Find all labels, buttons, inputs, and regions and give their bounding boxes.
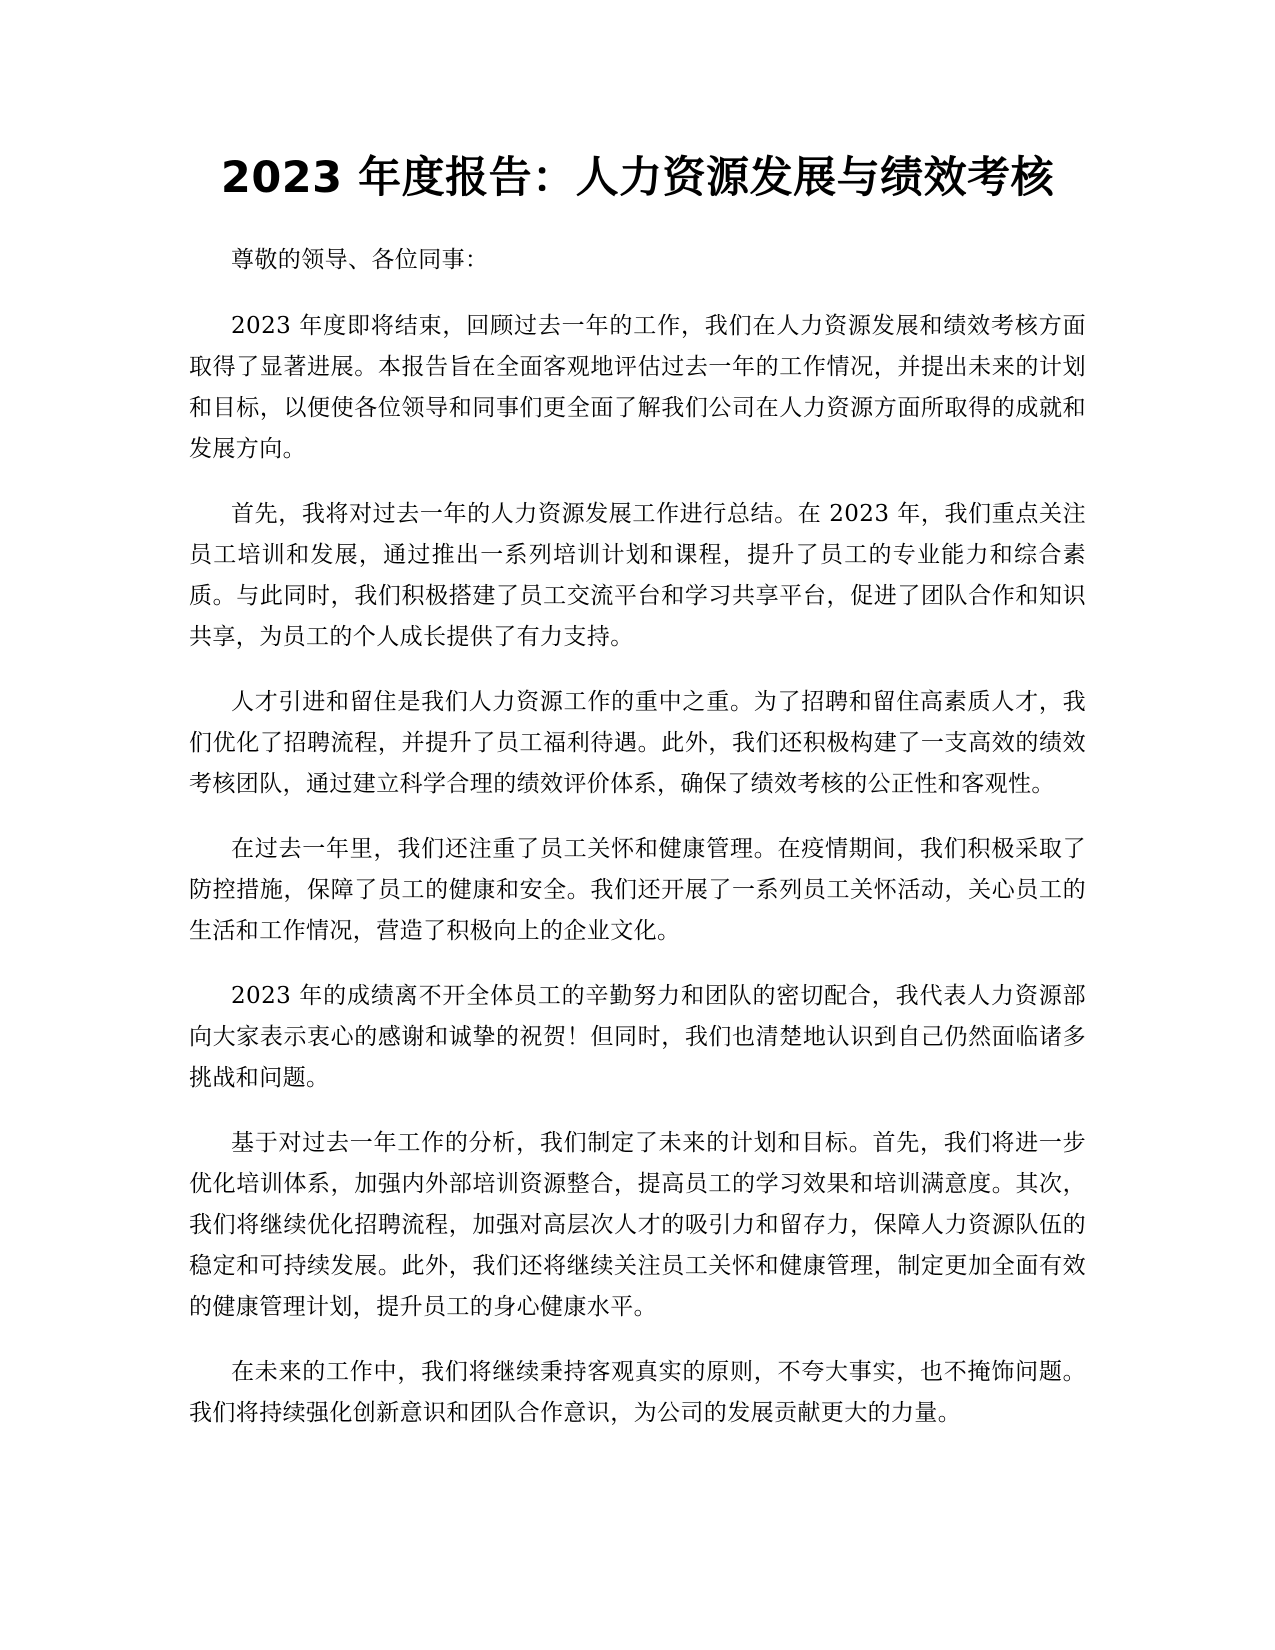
body-paragraph: 首先，我将对过去一年的人力资源发展工作进行总结。在 2023 年，我们重点关注员工培训和发展，通过推出一系列培训计划和课程，提升了员工的专业能力和综合素质。与此同时，我们积极搭建了员工交流平台和学习共享平台，促进了团队合作和知识共享，为员工的个人成长提供了有力支持。 — [189, 501, 1086, 650]
body-paragraph: 人才引进和留住是我们人力资源工作的重中之重。为了招聘和留住高素质人才，我们优化了招聘流程，并提升了员工福利待遇。此外，我们还积极构建了一支高效的绩效考核团队，通过建立科学合理的绩效评价体系，确保了绩效考核的公正性和客观性。 — [189, 689, 1086, 797]
body-paragraph: 基于对过去一年工作的分析，我们制定了未来的计划和目标。首先，我们将进一步优化培训体系，加强内外部培训资源整合，提高员工的学习效果和培训满意度。其次，我们将继续优化招聘流程，加强对高层次人才的吸引力和留存力，保障人力资源队伍的稳定和可持续发展。此外，我们还将继续关注员工关怀和健康管理，制定更加全面有效的健康管理计划，提升员工的身心健康水平。 — [189, 1130, 1086, 1320]
document-body — [189, 240, 1086, 1458]
body-paragraph: 2023 年的成绩离不开全体员工的辛勤努力和团队的密切配合，我代表人力资源部向大家表示衷心的感谢和诚挚的祝贺！但同时，我们也清楚地认识到自己仍然面临诸多挑战和问题。 — [189, 983, 1086, 1091]
body-paragraph: 2023 年度即将结束，回顾过去一年的工作，我们在人力资源发展和绩效考核方面取得了显著进展。本报告旨在全面客观地评估过去一年的工作情况，并提出未来的计划和目标，以便使各位领导和同事们更全面了解我们公司在人力资源方面所取得的成就和发展方向。 — [189, 313, 1086, 462]
body-paragraph: 在过去一年里，我们还注重了员工关怀和健康管理。在疫情期间，我们积极采取了防控措施，保障了员工的健康和安全。我们还开展了一系列员工关怀活动，关心员工的生活和工作情况，营造了积极向上的企业文化。 — [189, 836, 1086, 944]
greeting-paragraph: 尊敬的领导、各位同事： — [231, 247, 489, 273]
body-paragraph: 在未来的工作中，我们将继续秉持客观真实的原则，不夸大事实，也不掩饰问题。我们将持续强化创新意识和团队合作意识，为公司的发展贡献更大的力量。 — [189, 1359, 1086, 1426]
document-title: 2023 年度报告：人力资源发展与绩效考核 — [220, 153, 1055, 203]
